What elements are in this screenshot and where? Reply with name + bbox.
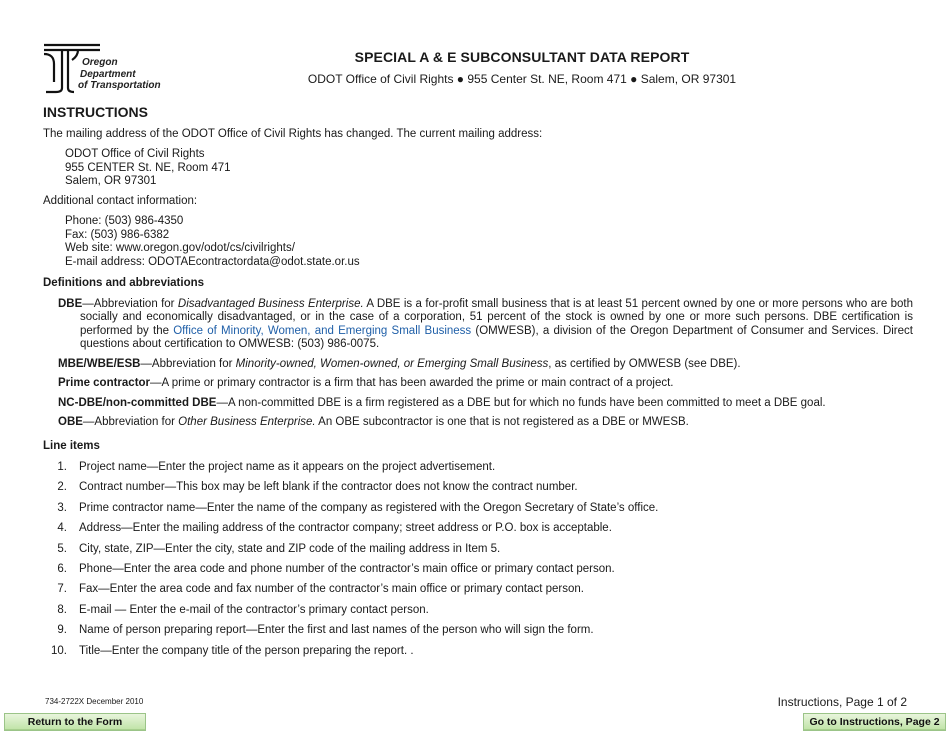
omwesb-link[interactable]: Office of Minority, Women, and Emerging Small Business	[173, 324, 472, 337]
list-item	[43, 502, 913, 522]
list-item	[43, 461, 913, 481]
term-dbe: DBE	[58, 297, 83, 310]
item-number: 1.	[57, 461, 67, 473]
item-number: 5.	[57, 542, 67, 555]
logo-line-1: Oregon	[82, 57, 118, 68]
contact-info	[65, 215, 913, 269]
page-subtitle: ODOT Office of Civil Rights ● 955 Center St. NE, Room 471 ● Salem, OR 97301	[307, 72, 737, 86]
mailing-intro: The mailing address of the ODOT Office of Civil Rights has changed. The current mailing address:	[43, 127, 543, 140]
item-number: 2.	[57, 481, 67, 494]
definition-mbe	[43, 358, 913, 372]
item-number: 9.	[57, 624, 67, 637]
item-text: Name of person preparing report—Enter the first and last names of the person who will sign the form.	[79, 624, 594, 637]
term-ncdbe: NC-DBE/non-committed DBE	[58, 396, 217, 409]
definitions-heading: Definitions and abbreviations	[43, 277, 205, 289]
instructions-heading: INSTRUCTIONS	[43, 104, 148, 120]
term-mbe: MBE/WBE/ESB	[58, 357, 141, 370]
dbe-part-1: —Abbreviation for	[82, 297, 178, 310]
definition-dbe	[43, 298, 913, 352]
obe-italic: Other Business Enterprise.	[178, 416, 316, 428]
contact-email: E-mail address: ODOTAEcontractordata@odot.state.or.us	[65, 255, 360, 268]
ncdbe-text: —A non-committed DBE is a firm registered as a DBE but for which no funds have been committed to meet a DBE goal.	[216, 396, 826, 409]
item-text: City, state, ZIP—Enter the city, state and ZIP code of the mailing address in Item 5.	[79, 542, 501, 555]
item-text: Prime contractor name—Enter the name of the company as registered with the Oregon Secretary of State’s office.	[79, 501, 659, 514]
return-to-form-button[interactable]: Return to the Form	[4, 713, 146, 731]
contact-phone: Phone: (503) 986-4350	[65, 215, 184, 227]
contact-fax: Fax: (503) 986-6382	[65, 228, 170, 241]
line-items-list	[43, 461, 913, 665]
logo-line-2: Department	[80, 68, 136, 80]
item-text: Address—Enter the mailing address of the contractor company; street address or P.O. box is acceptable.	[79, 522, 612, 535]
list-item	[43, 481, 913, 501]
contact-heading: Additional contact information:	[43, 194, 198, 207]
item-number: 8.	[57, 603, 67, 616]
prime-text: —A prime or primary contractor is a firm that has been awarded the prime or main contract of a project.	[150, 377, 674, 389]
definition-obe	[43, 416, 913, 430]
form-code: 734-2722X December 2010	[45, 697, 144, 706]
mbe-part-2: , as certified by OMWESB (see DBE).	[548, 357, 741, 370]
term-obe: OBE	[58, 416, 83, 428]
item-text: Phone—Enter the area code and phone number of the contractor’s main office or primary contact person.	[79, 562, 615, 575]
definition-prime	[43, 377, 913, 391]
item-number: 7.	[57, 583, 67, 596]
definition-ncdbe	[43, 397, 913, 411]
item-text: Fax—Enter the area code and fax number of the contractor’s main office or primary contact person.	[79, 583, 584, 596]
item-text: Contract number—This box may be left blank if the contractor does not know the contract number.	[79, 481, 578, 494]
list-item	[43, 624, 913, 644]
address-line-3: Salem, OR 97301	[65, 175, 157, 187]
obe-part-1: —Abbreviation for	[82, 416, 179, 428]
list-item	[43, 522, 913, 542]
mbe-italic: Minority-owned, Women-owned, or Emerging Small Business	[235, 357, 549, 370]
item-text: E-mail — Enter the e-mail of the contractor’s primary contact person.	[79, 603, 429, 616]
next-instructions-page-button[interactable]: Go to Instructions, Page 2	[803, 713, 946, 731]
item-text: Title—Enter the company title of the person preparing the report. .	[79, 644, 414, 657]
page-info: Instructions, Page 1 of 2	[777, 695, 907, 709]
item-text: Project name—Enter the project name as it appears on the project advertisement.	[79, 461, 496, 473]
address-line-1: ODOT Office of Civil Rights	[65, 148, 205, 160]
line-items-heading: Line items	[43, 439, 100, 452]
term-prime: Prime contractor	[58, 377, 151, 389]
list-item	[43, 604, 913, 624]
list-item	[43, 583, 913, 603]
list-item	[43, 543, 913, 563]
mailing-address	[65, 148, 913, 189]
dbe-italic: Disadvantaged Business Enterprise.	[177, 297, 364, 310]
instructions-content	[43, 106, 913, 665]
logo-line-3: of Transportation	[78, 80, 161, 91]
contact-web: Web site: www.oregon.gov/odot/cs/civilrights/	[65, 242, 295, 254]
item-number: 4.	[57, 522, 67, 535]
item-number: 10.	[51, 644, 67, 657]
dbe-part-2: A DBE is a for-profit small business that is at least 51 percent owned by one or more persons who are both socially and economically disadvantaged, or in the case of a corporation, 51 percent of the stock is owned by one or more such persons. DBE certification is performed by the	[80, 297, 914, 337]
obe-part-2: An OBE subcontractor is one that is not registered as a DBE or MWESB.	[315, 416, 689, 428]
item-number: 6.	[57, 562, 67, 575]
list-item	[43, 645, 913, 665]
address-line-2: 955 CENTER St. NE, Room 471	[65, 161, 231, 174]
list-item	[43, 563, 913, 583]
mbe-part-1: —Abbreviation for	[140, 357, 236, 370]
dbe-part-3: (OMWESB), a division of the Oregon Department of Consumer and Services. Direct questions about certification to OMWESB: (503) 986-0075.	[80, 324, 913, 350]
page-title: SPECIAL A & E SUBCONSULTANT DATA REPORT	[354, 49, 690, 65]
item-number: 3.	[57, 501, 67, 514]
